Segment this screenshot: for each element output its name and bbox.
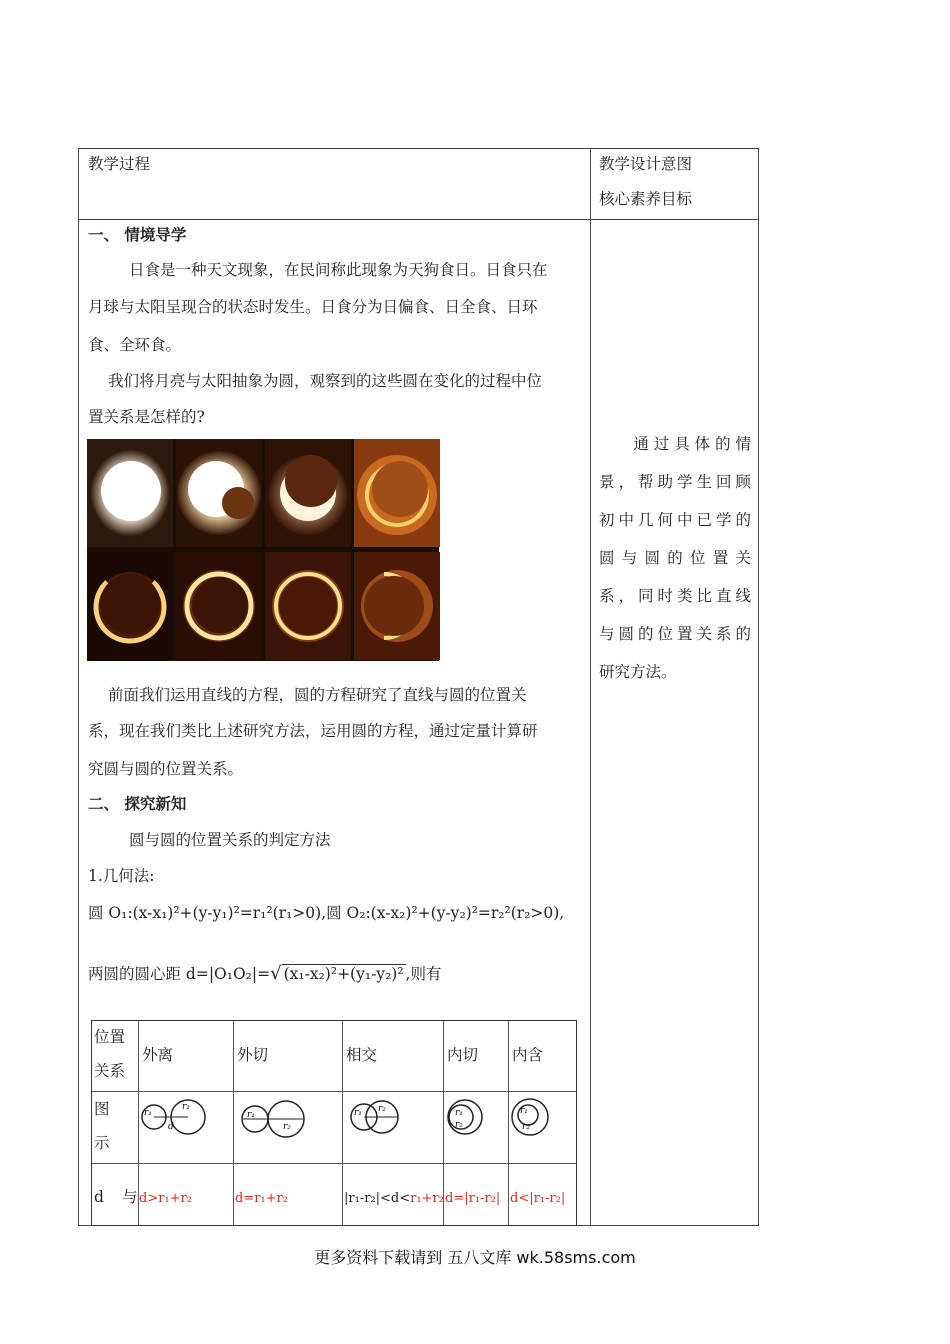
distance-prefix: 两圆的圆心距 d=|O₁O₂|= — [88, 965, 271, 983]
svg-text:r₁: r₁ — [455, 1108, 463, 1118]
svg-text:r₂: r₂ — [455, 1120, 463, 1130]
svg-text:r₁: r₁ — [247, 1110, 255, 1120]
cond-internal-tangent: d=|r₁-r₂| — [445, 1191, 501, 1206]
header-core-goal: 核心素养目标 — [599, 190, 693, 208]
para3-line3: 究圆与圆的位置关系。 — [88, 760, 244, 778]
para3-line1: 前面我们运用直线的方程，圆的方程研究了直线与圆的位置关 — [108, 686, 527, 704]
d-label: d 与 — [94, 1188, 138, 1206]
eclipse-photo-grid — [87, 439, 439, 661]
eclipse-photo-1 — [87, 439, 173, 547]
formula-distance: 两圆的圆心距 d=|O₁O₂|=√ (x₁-x₂)²+(y₁-y₂)² ,则有 — [88, 963, 442, 984]
cond-intersect: |r₁-r₂|<d<r₁+r₂ — [344, 1191, 444, 1206]
para1-line2: 月球与太阳呈现合的状态时发生。日食分为日偏食、日全食、日环 — [88, 298, 538, 316]
svg-text:r₁: r₁ — [144, 1108, 152, 1118]
svg-text:r₂: r₂ — [378, 1104, 386, 1114]
figure-separate — [138, 1091, 233, 1163]
header-intent: 教学设计意图 — [599, 155, 693, 173]
svg-text:r₂: r₂ — [283, 1122, 291, 1132]
eclipse-photo-5 — [87, 552, 173, 660]
svg-text:r₁: r₁ — [354, 1108, 362, 1118]
eclipse-photo-8 — [354, 552, 440, 660]
cond-external-tangent: d=r₁+r₂ — [235, 1191, 288, 1206]
method-label: 1.几何法: — [88, 867, 155, 885]
para2-line1: 我们将月亮与太阳抽象为圆，观察到的这些圆在变化的过程中位 — [108, 372, 543, 390]
header-divider — [79, 219, 758, 220]
lesson-table — [78, 148, 759, 1226]
section1-title: 一、 情境导学 — [88, 226, 187, 244]
figure-intersect — [342, 1091, 443, 1163]
cond-separate: d>r₁+r₂ — [139, 1191, 192, 1206]
svg-text:d: d — [168, 1122, 174, 1132]
distance-root: (x₁-x₂)²+(y₁-y₂)² — [283, 965, 404, 983]
column-divider — [590, 149, 591, 1225]
section2-title: 二、 探究新知 — [88, 795, 187, 813]
col-contained: 内含 — [512, 1046, 544, 1064]
intent-line-6: 与圆的位置关系的 — [599, 625, 751, 643]
section2-subtitle: 圆与圆的位置关系的判定方法 — [129, 831, 331, 849]
figure-label-1: 图 — [94, 1100, 110, 1118]
intent-line-2: 景，帮助学生回顾 — [599, 473, 751, 491]
eclipse-photo-7 — [265, 552, 351, 660]
figure-contained — [508, 1091, 578, 1163]
para2-line2: 置关系是怎样的? — [88, 408, 205, 426]
footer-link[interactable]: 更多资料下载请到 五八文库 wk.58sms.com — [314, 1248, 636, 1267]
para1-line3: 食、全环食。 — [88, 336, 182, 354]
eclipse-photo-4 — [354, 439, 440, 547]
intent-line-7: 研究方法。 — [599, 663, 677, 681]
header-process: 教学过程 — [88, 155, 151, 173]
eclipse-photo-2 — [176, 439, 262, 547]
svg-text:r₂: r₂ — [182, 1102, 190, 1112]
col-internal-tangent: 内切 — [447, 1046, 479, 1064]
header-label-1: 位置 — [94, 1028, 126, 1046]
intent-line-4: 圆 与 圆 的 位 置 关 — [599, 549, 751, 567]
para1-line1: 日食是一种天文现象，在民间称此现象为天狗食日。日食只在 — [129, 261, 548, 279]
intent-line-5: 系，同时类比直线 — [599, 587, 751, 605]
svg-text:r₂: r₂ — [522, 1122, 530, 1132]
intent-line-1: 通 过 具 体 的 情 — [633, 435, 751, 453]
header-label-2: 关系 — [94, 1062, 126, 1080]
eclipse-photo-6 — [176, 552, 262, 660]
eclipse-photo-3 — [265, 439, 351, 547]
col-intersect: 相交 — [346, 1046, 378, 1064]
formula-circles: 圆 O₁:(x-x₁)²+(y-y₁)²=r₁²(r₁>0),圆 O₂:(x-x₂)²+(y-y₂)²=r₂²(r₂>0), — [88, 904, 565, 922]
relation-table — [91, 1020, 577, 1226]
col-separate: 外离 — [142, 1046, 174, 1064]
distance-suffix: ,则有 — [405, 965, 442, 983]
para3-line2: 系，现在我们类比上述研究方法，运用圆的方程，通过定量计算研 — [88, 722, 538, 740]
cond-contained: d<|r₁-r₂| — [510, 1191, 566, 1206]
figure-external-tangent — [233, 1091, 342, 1163]
svg-text:r₁: r₁ — [520, 1106, 528, 1116]
intent-line-3: 初中几何中已学的 — [599, 511, 751, 529]
figure-internal-tangent — [443, 1091, 508, 1163]
col-external-tangent: 外切 — [237, 1046, 269, 1064]
figure-label-2: 示 — [94, 1134, 110, 1152]
